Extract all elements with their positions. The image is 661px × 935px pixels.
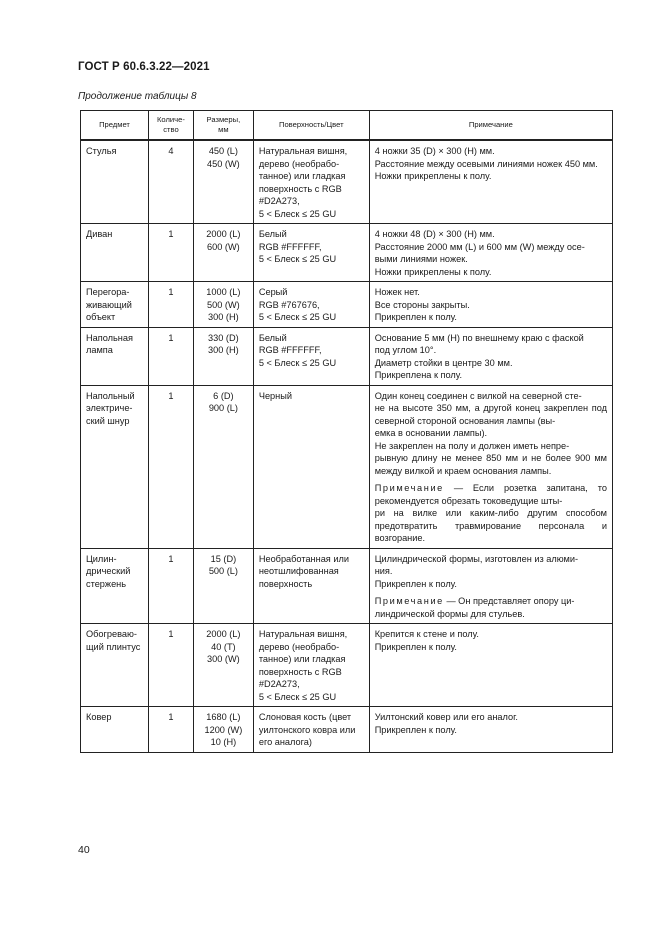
cell-item: Стулья bbox=[81, 140, 149, 224]
specification-table bbox=[80, 110, 613, 753]
cell-quantity: 1 bbox=[148, 385, 193, 548]
table-header-row bbox=[81, 111, 613, 141]
note-line: Ножек нет. bbox=[374, 287, 420, 297]
table-row bbox=[81, 707, 613, 753]
note-line: Прикреплена к полу. bbox=[374, 370, 463, 380]
note-line: Основание 5 мм (H) по внешнему краю с фаской под углом 10°. bbox=[374, 332, 584, 355]
note-line: Расстояние 2000 мм (L) и 600 мм (W) между осе- выми линиями ножек. bbox=[374, 241, 585, 264]
cell-quantity: 1 bbox=[148, 282, 193, 328]
note-remark bbox=[375, 482, 607, 545]
note-line: Ножки прикреплены к полу. bbox=[374, 266, 492, 277]
remark-label: Примечание bbox=[374, 483, 444, 493]
table-continuation-caption: Продолжение таблицы 8 bbox=[78, 91, 197, 102]
cell-dimensions: 330 (D) 300 (H) bbox=[193, 327, 253, 385]
column-header-dimensions: Размеры, мм bbox=[193, 111, 253, 141]
cell-surface: Серый RGB #767676, 5 < Блеск ≤ 25 GU bbox=[253, 282, 369, 328]
cell-item: Напольный электриче- ский шнур bbox=[81, 385, 149, 548]
note-line: 4 ножки 35 (D) × 300 (H) мм. bbox=[374, 146, 495, 156]
column-header-surface-color: Поверхность/Цвет bbox=[253, 111, 369, 141]
table-row bbox=[81, 385, 613, 548]
note-line: Один конец соединен с вилкой на северной сте- не на высоте 350 мм, а другой конец закреплен под северной стороной основания лампы (вы- емка в основании лампы). bbox=[374, 390, 607, 438]
table-row bbox=[81, 224, 613, 282]
remark-text: — Если розетка запитана, то рекомендуется обрезать токоведущие шты- ри на вилке или каким-либо другим способом предотвратить травмирование персонала и возгорание. bbox=[374, 483, 607, 543]
cell-dimensions: 1680 (L) 1200 (W) 10 (H) bbox=[193, 707, 253, 753]
note-line: Прикреплен к полу. bbox=[374, 641, 457, 652]
note-line: Прикреплен к полу. bbox=[374, 724, 457, 735]
cell-notes bbox=[369, 707, 612, 753]
cell-quantity: 1 bbox=[148, 707, 193, 753]
table-row bbox=[81, 327, 613, 385]
cell-surface: Натуральная вишня, дерево (необрабо- танное) или гладкая поверхность с RGB #D2A273, 5 < Блеск ≤ 25 GU bbox=[253, 140, 369, 224]
table-row bbox=[81, 140, 613, 224]
note-line: Расстояние между осевыми линиями ножек 450 мм. bbox=[374, 158, 598, 169]
cell-surface: Черный bbox=[253, 385, 369, 548]
cell-notes bbox=[369, 224, 612, 282]
cell-surface: Необработанная или неотшлифованная поверхность bbox=[253, 548, 369, 624]
cell-dimensions: 2000 (L) 40 (T) 300 (W) bbox=[193, 624, 253, 707]
note-line: Прикреплен к полу. bbox=[374, 312, 457, 322]
cell-surface: Белый RGB #FFFFFF, 5 < Блеск ≤ 25 GU bbox=[253, 224, 369, 282]
cell-item: Цилин- дрический стержень bbox=[81, 548, 149, 624]
cell-dimensions: 15 (D) 500 (L) bbox=[193, 548, 253, 624]
cell-notes bbox=[369, 548, 612, 624]
cell-dimensions: 2000 (L) 600 (W) bbox=[193, 224, 253, 282]
page-number: 40 bbox=[78, 844, 90, 856]
cell-item: Ковер bbox=[81, 707, 149, 753]
cell-notes bbox=[369, 327, 612, 385]
remark-label: Примечание bbox=[374, 596, 444, 606]
cell-surface: Натуральная вишня, дерево (необрабо- танное) или гладкая поверхность с RGB #D2A273, 5 < Блеск ≤ 25 GU bbox=[253, 624, 369, 707]
cell-item: Обогреваю- щий плинтус bbox=[81, 624, 149, 707]
cell-item: Диван bbox=[81, 224, 149, 282]
table-row bbox=[81, 624, 613, 707]
table-row bbox=[81, 282, 613, 328]
note-line: Цилиндрической формы, изготовлен из алюми- ния. bbox=[374, 553, 579, 576]
note-line: 4 ножки 48 (D) × 300 (H) мм. bbox=[374, 229, 495, 239]
column-header-item: Предмет bbox=[81, 111, 149, 141]
cell-notes bbox=[369, 624, 612, 707]
cell-surface: Слоновая кость (цвет уилтонского ковра или его аналога) bbox=[253, 707, 369, 753]
note-remark bbox=[375, 595, 607, 620]
cell-quantity: 1 bbox=[148, 548, 193, 624]
note-line: Все стороны закрыты. bbox=[374, 299, 470, 310]
cell-dimensions: 1000 (L) 500 (W) 300 (H) bbox=[193, 282, 253, 328]
note-line: Прикреплен к полу. bbox=[374, 578, 457, 589]
note-line: Крепится к стене и полу. bbox=[374, 629, 479, 639]
column-header-notes: Примечание bbox=[369, 111, 612, 141]
cell-surface: Белый RGB #FFFFFF, 5 < Блеск ≤ 25 GU bbox=[253, 327, 369, 385]
cell-quantity: 4 bbox=[148, 140, 193, 224]
cell-quantity: 1 bbox=[148, 327, 193, 385]
note-line: Не закреплен на полу и должен иметь непре- рывную длину не менее 850 мм и не более 900 мм между вилкой и краем основания лампы. bbox=[374, 440, 607, 476]
cell-notes bbox=[369, 385, 612, 548]
cell-notes bbox=[369, 140, 612, 224]
note-line: Уилтонский ковер или его аналог. bbox=[374, 712, 518, 722]
document-standard-header: ГОСТ Р 60.6.3.22—2021 bbox=[78, 61, 210, 73]
column-header-quantity: Количе- ство bbox=[148, 111, 193, 141]
table-row bbox=[81, 548, 613, 624]
cell-quantity: 1 bbox=[148, 224, 193, 282]
cell-notes bbox=[369, 282, 612, 328]
remark-text: — Он представляет опору ци- линдрической формы для стульев. bbox=[374, 596, 575, 619]
cell-quantity: 1 bbox=[148, 624, 193, 707]
cell-item: Перегора- живающий объект bbox=[81, 282, 149, 328]
cell-dimensions: 6 (D) 900 (L) bbox=[193, 385, 253, 548]
note-line: Диаметр стойки в центре 30 мм. bbox=[374, 357, 513, 368]
cell-dimensions: 450 (L) 450 (W) bbox=[193, 140, 253, 224]
cell-item: Напольная лампа bbox=[81, 327, 149, 385]
note-line: Ножки прикреплены к полу. bbox=[374, 171, 492, 181]
